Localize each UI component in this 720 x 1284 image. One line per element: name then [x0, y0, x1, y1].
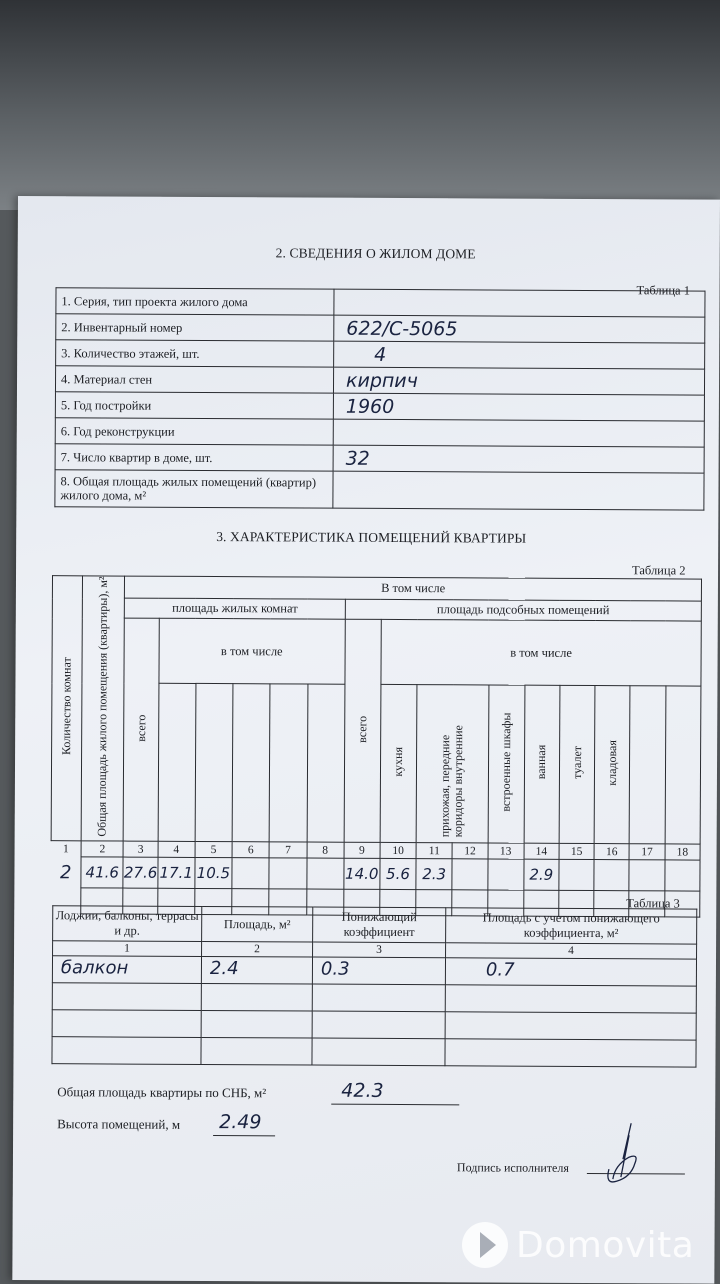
column-numbers-row: 1 2 3 4 5 6 7 8 9 10 11 12 13 14 15 16 17 18: [51, 841, 700, 860]
watermark-text: Domovita: [516, 1224, 695, 1266]
section2-title: 2. СВЕДЕНИЯ О ЖИЛОМ ДОМЕ: [275, 245, 476, 262]
table2-rooms: [50, 575, 702, 918]
header-bathroom: ванная: [534, 745, 549, 780]
row-label: 6. Год реконструкции: [55, 418, 333, 445]
row-label: 5. Год постройки: [55, 392, 333, 419]
row-label: 4. Материал стен: [55, 366, 333, 393]
header-aux-total: всего: [354, 715, 370, 743]
handwritten-value: 4: [374, 343, 387, 366]
table1-caption: Таблица 1: [636, 283, 691, 298]
row-label: 2. Инвентарный номер: [56, 314, 334, 341]
table-row: [55, 392, 704, 421]
table1-house-info: [54, 287, 705, 510]
table-row: [52, 1010, 696, 1040]
header-total-area: Общая площадь жилого помещения (квартиры), м²: [94, 576, 111, 837]
row-label: 3. Количество этажей, шт.: [56, 340, 334, 367]
total-area-underline: [331, 1104, 459, 1106]
signature-label: Подпись исполнителя: [456, 1160, 569, 1175]
table-row: 2 41.6 27.6 17.1 10.5 14.0 5.6 2.3 2.9: [51, 857, 700, 891]
header-hallway: прихожая, передние коридоры внутренние: [437, 724, 466, 838]
table2-caption: Таблица 2: [632, 563, 686, 578]
header-living-total: всего: [133, 714, 148, 742]
table3-balconies: [51, 905, 697, 1067]
table-row: [55, 470, 704, 510]
table3-caption: Таблица 3: [626, 896, 680, 911]
signature-scribble-icon: [595, 1119, 645, 1191]
header-aux-sub: в том числе: [381, 619, 701, 686]
header-auxiliary-area: площадь подсобных помещений: [345, 599, 701, 621]
handwritten-value: 622/С-5065: [346, 317, 458, 341]
section3-title: 3. ХАРАКТЕРИСТИКА ПОМЕЩЕНИЙ КВАРТИРЫ: [216, 529, 527, 546]
total-area-value: 42.3: [341, 1079, 384, 1102]
header-living-area: площадь жилых комнат: [125, 598, 345, 619]
header-kitchen: кухня: [390, 746, 406, 777]
header-area: Площадь, м²: [202, 906, 313, 942]
handwritten-value: кирпич: [345, 369, 418, 393]
document-page: [12, 196, 720, 1284]
table-row: балкон 2.4 0.3 0.7: [52, 956, 696, 986]
play-logo-icon: [462, 1222, 508, 1268]
row-label: 8. Общая площадь жилых помещений (квартир) жилого дома, м²: [55, 470, 333, 508]
header-living-sub: в том числе: [159, 618, 345, 684]
header-toilet: туалет: [569, 746, 584, 780]
header-storage: кладовая: [604, 739, 619, 786]
header-reduced-area: Площадь с учетом понижающего коэффициента, м²: [446, 908, 697, 944]
table-row: [52, 983, 696, 1013]
table-row: [56, 288, 705, 317]
row-label: 7. Число квартир в доме, шт.: [55, 444, 333, 471]
desk-background: [0, 0, 720, 210]
table-row: [55, 418, 704, 447]
header-coefficient: Понижающий коэффициент: [313, 907, 446, 943]
table-row: [55, 366, 704, 395]
table-row: [56, 340, 705, 369]
total-area-label: Общая площадь квартиры по СНБ, м²: [57, 1084, 267, 1101]
header-in-that-number: В том числе: [125, 576, 702, 601]
column-numbers-row: 1 2 3 4: [53, 941, 697, 959]
header-balconies: Лоджии, балконы, террасы и др.: [53, 906, 202, 942]
handwritten-value: 1960: [345, 395, 395, 418]
handwritten-value: 32: [345, 447, 370, 470]
height-underline: [213, 1135, 275, 1136]
table-row: [55, 444, 704, 473]
watermark-logo: [462, 1222, 694, 1268]
header-closets: встроенные шкафы: [498, 712, 513, 812]
table-row: [52, 1037, 696, 1067]
height-label: Высота помещений, м: [57, 1116, 181, 1132]
height-value: 2.49: [219, 1111, 262, 1134]
header-rooms-count: Количество комнат: [59, 657, 74, 756]
table-row: [56, 314, 705, 343]
row-label: 1. Серия, тип проекта жилого дома: [56, 288, 334, 315]
